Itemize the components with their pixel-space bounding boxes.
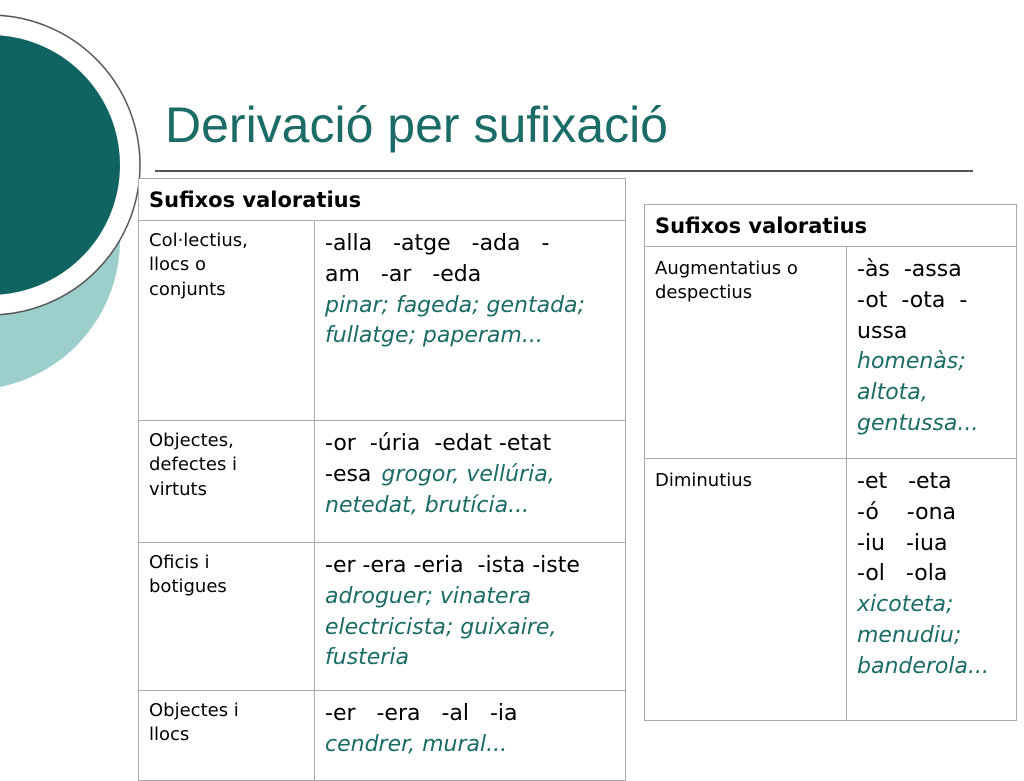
category-line: llocs [149,724,190,746]
table-row [139,421,626,543]
title-underline [155,170,973,172]
suffix-line: -et -eta [857,469,952,494]
examples-text: grogor, vellúria, netedat, brutícia... [325,461,555,518]
category-line: Objectes i [149,700,239,721]
suffix-line: -er -era -eria -ista -iste [325,553,580,578]
category-line: conjunts [149,278,226,300]
suffix-line: -ol -ola [857,561,948,587]
table-header: Sufixos valoratius [645,205,1017,247]
suffix-cell [315,421,626,543]
table-row [139,221,626,421]
table-header: Sufixos valoratius [139,179,626,221]
suffix-cell [315,221,626,421]
category-line: Col·lectius, [149,230,248,251]
examples-text: banderola... [857,653,989,679]
category-line: virtuts [149,478,207,500]
table-row [645,459,1017,721]
table-header-row [645,205,1017,247]
suffix-line: -às -assa [857,257,962,282]
right-suffix-table [644,204,1017,721]
table-row [139,543,626,691]
category-cell: Augmentatius o despectius [645,247,847,459]
suffix-line: -ot -ota -ussa [857,287,968,344]
category-line: botigues [149,576,227,598]
suffix-cell [315,543,626,691]
suffix-line: -er -era -al -ia [325,701,518,726]
category-cell [139,221,315,421]
table-row [645,247,1017,459]
category-line: llocs o [149,254,207,276]
category-line: defectes i [149,454,238,476]
suffix-line: -or -úria -edat -etat [325,431,552,456]
table-header-row [139,179,626,221]
suffix-line: -iu -iua [857,530,948,556]
category-cell [139,543,315,691]
examples-text: homenàs; [857,349,966,375]
slide-title: Derivació per sufixació [165,97,668,153]
suffix-line: -ó -ona [857,499,957,525]
examples-text: altota, [857,380,928,406]
category-cell [139,691,315,781]
examples-text: cendrer, mural... [325,731,508,757]
category-cell: Diminutius [645,459,847,721]
examples-text: adroguer; vinatera electricista; guixaire, fusteria [325,583,557,671]
suffix-cell [847,247,1017,459]
category-line: Oficis i [149,552,210,573]
suffix-line: -esa [325,461,372,487]
examples-text: gentussa... [857,410,979,436]
decorative-circles [0,0,160,420]
category-cell [139,421,315,543]
suffix-line: am -ar -eda [325,261,482,287]
suffix-line: -alla -atge -ada - [325,231,550,256]
suffix-cell [847,459,1017,721]
table-row [139,691,626,781]
suffix-cell [315,691,626,781]
examples-text: pinar; fageda; gentada; fullatge; paperam... [325,292,585,349]
category-line: Objectes, [149,430,234,451]
left-suffix-table [138,178,626,781]
examples-text: xicoteta; [857,592,954,618]
examples-text: menudiu; [857,622,962,648]
